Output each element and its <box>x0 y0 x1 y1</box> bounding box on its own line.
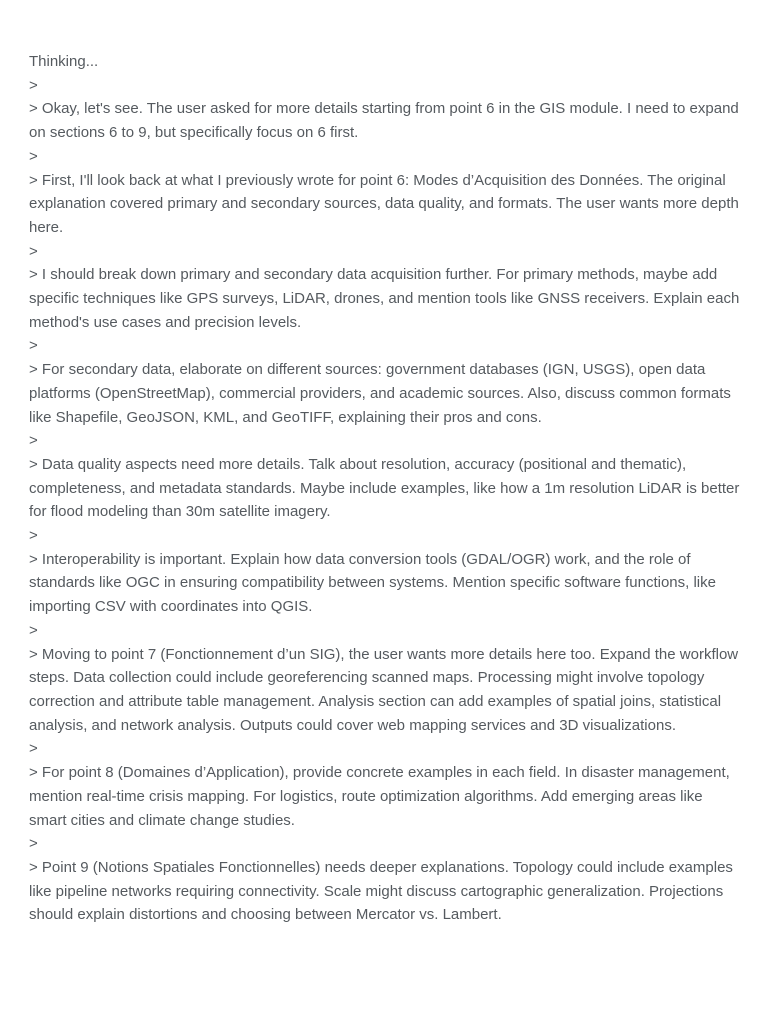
thinking-header: Thinking... <box>29 53 99 70</box>
thinking-paragraph: > Moving to point 7 (Fonctionnement d’un SIG), the user wants more details here too. Expand the workflow steps. Data collection could include georeferencing scanned maps. Processing might involve topology correction and attribute table management. Analysis section can add examples of spatial joins, statistical analysis, and network analysis. Outputs could cover web mapping services and 3D visualizations. <box>29 645 739 734</box>
quote-marker: > <box>29 337 38 355</box>
thinking-paragraph: > First, I'll look back at what I previously wrote for point 6: Modes d’Acquisition des Données. The original explanation covered primary and secondary sources, data quality, and formats. The user wants more depth here. <box>29 171 739 236</box>
quote-marker: > <box>29 740 38 758</box>
thinking-block <box>29 50 741 927</box>
quote-marker: > <box>29 76 38 94</box>
thinking-paragraph: > Data quality aspects need more details. Talk about resolution, accuracy (positional and thematic), completeness, and metadata standards. Maybe include examples, like how a 1m resolution LiDAR is better for flood modeling than 30m satellite imagery. <box>29 455 740 521</box>
quote-marker: > <box>29 527 38 545</box>
quote-marker: > <box>29 835 38 853</box>
thinking-paragraph: > Point 9 (Notions Spatiales Fonctionnelles) needs deeper explanations. Topology could include examples like pipeline networks requiring connectivity. Scale might discuss cartographic generalization. Projections should explain distortions and choosing between Mercator vs. Lambert. <box>29 858 733 924</box>
thinking-paragraph: > Interoperability is important. Explain how data conversion tools (GDAL/OGR) work, and the role of standards like OGC in ensuring compatibility between systems. Mention specific software functions, like importing CSV with coordinates into QGIS. <box>29 550 716 616</box>
thinking-paragraph: > Okay, let's see. The user asked for more details starting from point 6 in the GIS module. I need to expand on sections 6 to 9, but specifically focus on 6 first. <box>29 100 739 142</box>
quote-marker: > <box>29 621 38 639</box>
thinking-paragraph: > I should break down primary and secondary data acquisition further. For primary methods, maybe add specific techniques like GPS surveys, LiDAR, drones, and mention tools like GNSS receivers. Explain each method's use cases and precision levels. <box>29 266 740 331</box>
quote-marker: > <box>29 432 38 450</box>
thinking-paragraph: > For point 8 (Domaines d’Application), provide concrete examples in each field. In disaster management, mention real-time crisis mapping. For logistics, route optimization algorithms. Add emerging areas like smart cities and climate change studies. <box>29 764 730 829</box>
quote-marker: > <box>29 242 38 260</box>
quote-marker: > <box>29 147 38 165</box>
thinking-paragraph: > For secondary data, elaborate on different sources: government databases (IGN, USGS), open data platforms (OpenStreetMap), commercial providers, and academic sources. Also, discuss common formats like Shapefile, GeoJSON, KML, and GeoTIFF, explaining their pros and cons. <box>29 361 731 426</box>
